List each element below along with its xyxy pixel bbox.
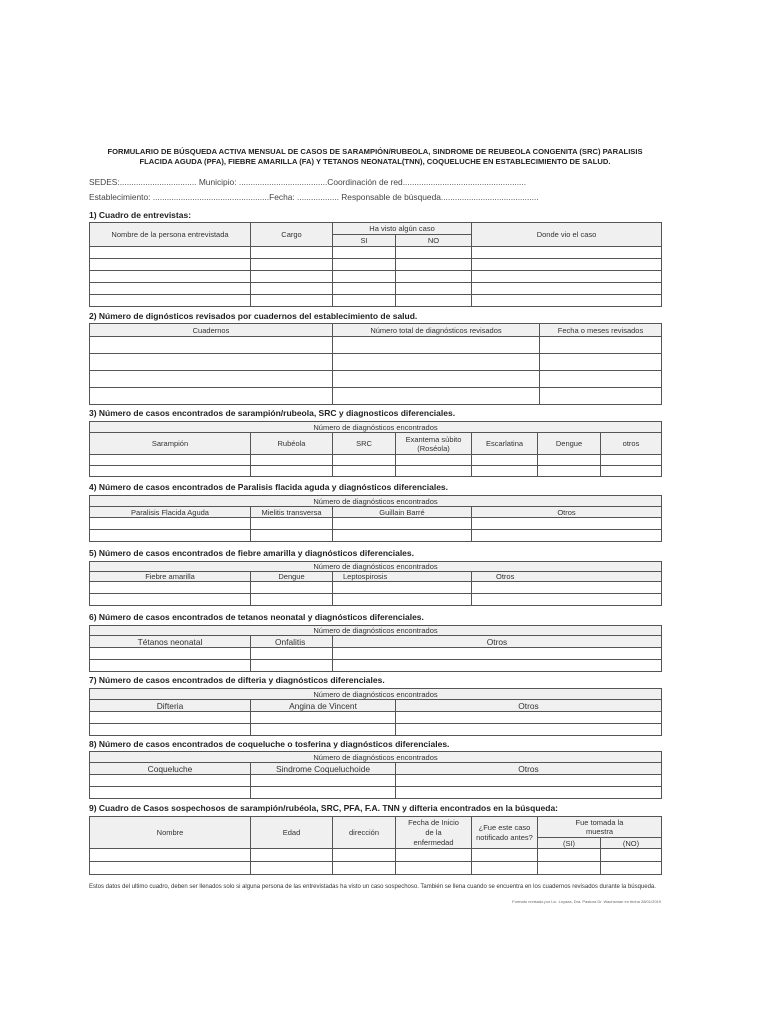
table-cell[interactable] — [333, 295, 396, 307]
col-no: NO — [396, 235, 472, 247]
table-cell[interactable] — [396, 271, 472, 283]
table-cell[interactable] — [90, 787, 251, 799]
table-row — [90, 337, 662, 354]
table-row — [90, 849, 662, 862]
table-cell[interactable] — [251, 518, 333, 530]
col-fecha-inicio: Fecha de Inicio de la enfermedad — [396, 817, 472, 849]
col-cargo: Cargo — [251, 223, 333, 247]
col-otros: Otros — [396, 763, 662, 775]
col-nombre-entrevistada: Nombre de la persona entrevistada — [90, 223, 251, 247]
section-1-heading: 1) Cuadro de entrevistas: — [89, 210, 192, 220]
col-si: SI — [333, 235, 396, 247]
table-cell[interactable] — [251, 259, 333, 271]
yellow-fever-table — [89, 561, 662, 606]
table-cell[interactable] — [90, 247, 251, 259]
table-cell[interactable] — [251, 648, 333, 660]
col-total-diagnosticos: Número total de diagnósticos revisados — [333, 324, 540, 337]
table-cell[interactable] — [251, 849, 333, 862]
table-cell[interactable] — [472, 466, 538, 477]
col-fecha-meses: Fecha o meses revisados — [540, 324, 662, 337]
col-pfa: Paralisis Flacida Aguda — [90, 507, 251, 518]
group-header: Número de diagnósticos encontrados — [90, 689, 662, 700]
table-cell[interactable] — [333, 594, 472, 606]
table-cell[interactable] — [90, 849, 251, 862]
table-cell[interactable] — [90, 648, 251, 660]
col-coqueluche: Coqueluche — [90, 763, 251, 775]
header-line-establecimiento: Establecimiento: ..................................................Fecha: .................. Responsable de búsqueda.......................................... — [89, 192, 539, 202]
group-header: Número de diagnósticos encontrados — [90, 752, 662, 763]
table-row — [90, 259, 662, 271]
table-cell[interactable] — [333, 337, 540, 354]
table-cell[interactable] — [472, 259, 662, 271]
table-cell[interactable] — [396, 247, 472, 259]
table-row — [90, 648, 662, 660]
col-donde-vio: Donde vio el caso — [472, 223, 662, 247]
table-row — [90, 787, 662, 799]
table-cell[interactable] — [90, 518, 251, 530]
table-cell[interactable] — [90, 862, 251, 875]
table-cell[interactable] — [333, 582, 472, 594]
table-cell[interactable] — [333, 247, 396, 259]
table-cell[interactable] — [251, 862, 333, 875]
table-row — [90, 660, 662, 672]
table-row — [90, 247, 662, 259]
table-cell[interactable] — [601, 862, 662, 875]
table-cell[interactable] — [333, 259, 396, 271]
table-cell[interactable] — [90, 271, 251, 283]
table-cell[interactable] — [396, 455, 472, 466]
form-title — [89, 147, 661, 167]
header-line-sedes: SEDES:................................. Municipio: ......................................Coordinación de red..................................................... — [89, 177, 527, 187]
table-cell[interactable] — [90, 388, 333, 405]
table-cell[interactable] — [90, 455, 251, 466]
section-5-heading: 5) Número de casos encontrados de fiebre amarilla y diagnósticos diferenciales. — [89, 548, 415, 558]
table-row — [90, 455, 662, 466]
col-muestra-si: (SI) — [538, 838, 601, 849]
col-exantema: Exantema súbito (Roséola) — [396, 433, 472, 455]
col-otros: Otros — [472, 507, 662, 518]
col-notificado: ¿Fue este caso notificado antes? — [472, 817, 538, 849]
table-cell[interactable] — [538, 466, 601, 477]
table-row — [90, 862, 662, 875]
table-row — [90, 271, 662, 283]
table-cell[interactable] — [251, 712, 396, 724]
table-cell[interactable] — [396, 259, 472, 271]
col-edad: Edad — [251, 817, 333, 849]
table-row — [90, 582, 662, 594]
table-row — [90, 530, 662, 542]
col-escarlatina: Escarlatina — [472, 433, 538, 455]
col-muestra-no: (NO) — [601, 838, 662, 849]
table-cell[interactable] — [396, 787, 662, 799]
table-cell[interactable] — [251, 724, 396, 736]
col-tetanos: Tétanos neonatal — [90, 636, 251, 648]
col-otros: Otros — [333, 636, 662, 648]
table-cell[interactable] — [396, 849, 472, 862]
section-4-heading: 4) Número de casos encontrados de Paralisis flacida aguda y diagnósticos diferenciales. — [89, 482, 449, 492]
table-cell[interactable] — [90, 259, 251, 271]
table-cell[interactable] — [251, 594, 333, 606]
table-cell[interactable] — [472, 518, 662, 530]
table-cell[interactable] — [472, 247, 662, 259]
table-cell[interactable] — [472, 594, 662, 606]
table-cell[interactable] — [472, 582, 662, 594]
footer-credit: Formato revisado por Lic. Loyaza, Dra. Pastora Dr. Wachsman en fecha 28/01/2019 — [512, 899, 661, 904]
table-row — [90, 712, 662, 724]
table-cell[interactable] — [396, 712, 662, 724]
col-rubeola: Rubéola — [251, 433, 333, 455]
table-cell[interactable] — [538, 862, 601, 875]
table-cell[interactable] — [90, 283, 251, 295]
table-cell[interactable] — [251, 271, 333, 283]
table-cell[interactable] — [90, 530, 251, 542]
table-cell[interactable] — [538, 455, 601, 466]
table-cell[interactable] — [333, 455, 396, 466]
table-cell[interactable] — [333, 862, 396, 875]
table-row — [90, 466, 662, 477]
col-difteria: Difteria — [90, 700, 251, 712]
col-angina-vincent: Angina de Vincent — [251, 700, 396, 712]
table-cell[interactable] — [333, 530, 472, 542]
col-dengue: Dengue — [538, 433, 601, 455]
table-cell[interactable] — [333, 388, 540, 405]
table-row — [90, 295, 662, 307]
table-cell[interactable] — [333, 466, 396, 477]
table-cell[interactable] — [90, 582, 251, 594]
table-cell[interactable] — [540, 354, 662, 371]
table-cell[interactable] — [251, 247, 333, 259]
col-otros: Otros — [396, 700, 662, 712]
interviews-table — [89, 222, 662, 307]
section-2-heading: 2) Número de dignósticos revisados por cuadernos del establecimiento de salud. — [89, 311, 418, 321]
col-dengue: Dengue — [251, 572, 333, 582]
table-cell[interactable] — [396, 724, 662, 736]
table-cell[interactable] — [251, 295, 333, 307]
table-row — [90, 371, 662, 388]
table-cell[interactable] — [251, 455, 333, 466]
section-8-heading: 8) Número de casos encontrados de coqueluche o tosferina y diagnósticos diferenciales. — [89, 739, 450, 749]
table-row — [90, 354, 662, 371]
table-cell[interactable] — [251, 582, 333, 594]
table-cell[interactable] — [472, 295, 662, 307]
suspected-cases-table — [89, 816, 662, 875]
table-row — [90, 594, 662, 606]
col-ha-visto: Ha visto algún caso — [333, 223, 472, 235]
table-cell[interactable] — [251, 775, 396, 787]
group-header: Número de diagnósticos encontrados — [90, 422, 662, 433]
col-fiebre-amarilla: Fiebre amarilla — [90, 572, 251, 582]
table-cell[interactable] — [251, 787, 396, 799]
col-cuadernos: Cuadernos — [90, 324, 333, 337]
table-cell[interactable] — [333, 518, 472, 530]
table-cell[interactable] — [251, 530, 333, 542]
table-cell[interactable] — [333, 283, 396, 295]
table-cell[interactable] — [90, 724, 251, 736]
table-row — [90, 775, 662, 787]
table-row — [90, 283, 662, 295]
col-src: SRC — [333, 433, 396, 455]
table-cell[interactable] — [472, 530, 662, 542]
table-row — [90, 388, 662, 405]
section-9-heading: 9) Cuadro de Casos sospechosos de sarampión/rubéola, SRC, PFA, F.A. TNN y difteria encontrados en la búsqueda: — [89, 803, 559, 813]
tetanus-table — [89, 625, 662, 672]
title-line-2: FLACIDA AGUDA (PFA), FIEBRE AMARILLA (FA) Y TETANOS NEONATAL(TNN), COQUELUCHE EN ESTABLECIMIENTO DE SALUD. — [139, 157, 611, 166]
table-cell[interactable] — [90, 775, 251, 787]
table-cell[interactable] — [396, 862, 472, 875]
table-cell[interactable] — [396, 283, 472, 295]
table-cell[interactable] — [90, 295, 251, 307]
table-cell[interactable] — [333, 371, 540, 388]
table-cell[interactable] — [472, 862, 538, 875]
notebooks-table — [89, 323, 662, 405]
table-cell[interactable] — [472, 271, 662, 283]
title-line-1: FORMULARIO DE BÚSQUEDA ACTIVA MENSUAL DE CASOS DE SARAMPIÓN/RUBEOLA, SINDROME DE REUBEOLA CONGENITA (SRC) PARALISIS — [107, 147, 643, 156]
col-mielitis: Mielitis transversa — [251, 507, 333, 518]
col-muestra: Fue tomada la muestra — [538, 817, 662, 838]
table-cell[interactable] — [601, 455, 662, 466]
table-cell[interactable] — [538, 849, 601, 862]
table-cell[interactable] — [601, 849, 662, 862]
table-cell[interactable] — [601, 466, 662, 477]
table-cell[interactable] — [90, 466, 251, 477]
table-cell[interactable] — [90, 354, 333, 371]
col-sarampion: Sarampión — [90, 433, 251, 455]
footer-note: Estos datos del ultimo cuadro, deben ser llenados solo si alguna persona de las entrevistadas ha visto un caso sospechoso. También se llena cuando se encuentra en los cuadernos revisados durante la búsqueda. — [89, 884, 656, 890]
col-sindrome-coqueluchoide: Sindrome Coqueluchoide — [251, 763, 396, 775]
table-cell[interactable] — [251, 466, 333, 477]
table-cell[interactable] — [90, 594, 251, 606]
section-7-heading: 7) Número de casos encontrados de difteria y diagnósticos diferenciales. — [89, 675, 385, 685]
group-header: Número de diagnósticos encontrados — [90, 626, 662, 636]
group-header: Número de diagnósticos encontrados — [90, 562, 662, 572]
section-6-heading: 6) Número de casos encontrados de tetanos neonatal y diagnósticos diferenciales. — [89, 612, 424, 622]
table-cell[interactable] — [333, 660, 662, 672]
group-header: Número de diagnósticos encontrados — [90, 496, 662, 507]
col-guillain: Guillain Barré — [333, 507, 472, 518]
table-cell[interactable] — [90, 371, 333, 388]
table-cell[interactable] — [333, 648, 662, 660]
table-cell[interactable] — [396, 295, 472, 307]
table-cell[interactable] — [472, 283, 662, 295]
table-cell[interactable] — [540, 388, 662, 405]
col-leptospirosis: Leptospirosis — [333, 572, 472, 582]
col-otros: otros — [601, 433, 662, 455]
col-nombre: Nombre — [90, 817, 251, 849]
table-cell[interactable] — [90, 337, 333, 354]
table-cell[interactable] — [396, 775, 662, 787]
table-cell[interactable] — [333, 354, 540, 371]
table-cell[interactable] — [396, 466, 472, 477]
table-row — [90, 518, 662, 530]
col-otros: Otros — [472, 572, 662, 582]
col-onfalitis: Onfalitis — [251, 636, 333, 648]
table-cell[interactable] — [333, 271, 396, 283]
table-cell[interactable] — [90, 660, 251, 672]
pfa-table — [89, 495, 662, 542]
pertussis-table — [89, 751, 662, 799]
table-cell[interactable] — [472, 849, 538, 862]
diphtheria-table — [89, 688, 662, 736]
table-row — [90, 724, 662, 736]
table-cell[interactable] — [540, 337, 662, 354]
table-cell[interactable] — [251, 283, 333, 295]
table-cell[interactable] — [472, 455, 538, 466]
table-cell[interactable] — [540, 371, 662, 388]
measles-table — [89, 421, 662, 477]
section-3-heading: 3) Número de casos encontrados de sarampión/rubeola, SRC y diagnosticos diferenciales. — [89, 408, 456, 418]
table-cell[interactable] — [90, 712, 251, 724]
col-direccion: dirección — [333, 817, 396, 849]
table-cell[interactable] — [251, 660, 333, 672]
table-cell[interactable] — [333, 849, 396, 862]
